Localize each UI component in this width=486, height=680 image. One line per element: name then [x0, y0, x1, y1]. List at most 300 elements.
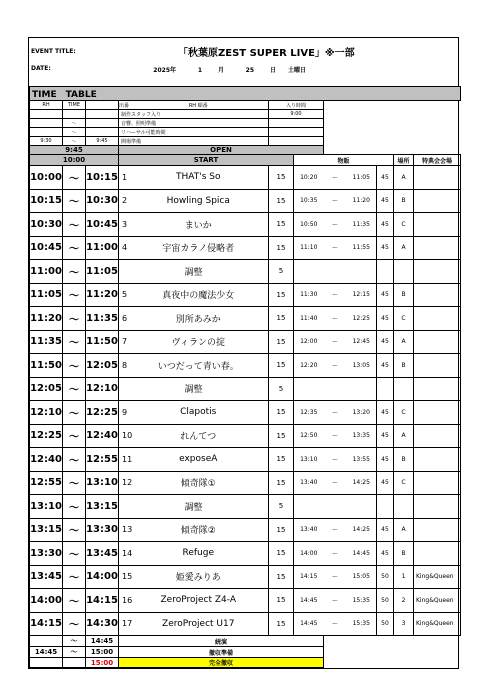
prep-label: 開場準備: [119, 137, 269, 146]
special-venue: King&Queen: [414, 589, 461, 613]
timetable-label: TIME TABLE: [30, 87, 461, 101]
merch-end-time: 12:25: [347, 307, 377, 331]
row-end-time: 13:45: [86, 542, 119, 566]
table-row: [30, 612, 461, 636]
merch-start-time: 10:35: [294, 189, 324, 213]
row-duration: 15: [269, 589, 294, 613]
table-row: [30, 377, 461, 401]
merch-duration: 45: [377, 307, 394, 331]
merch-tilde: ～: [324, 189, 347, 213]
merch-start-time: 12:20: [294, 354, 324, 378]
row-end-time: 11:35: [86, 307, 119, 331]
row-tilde: ～: [63, 189, 86, 213]
row-duration: 15: [269, 189, 294, 213]
prep-tilde: ～: [63, 128, 86, 137]
prep-entry-time: 9:00: [269, 110, 324, 119]
special-venue: King&Queen: [414, 612, 461, 636]
prep-row: [30, 110, 461, 119]
row-number: 1: [119, 166, 129, 190]
date-label: DATE:: [31, 65, 51, 72]
merch-place: A: [394, 518, 414, 542]
prep-entry-time: [269, 119, 324, 128]
merch-duration: 45: [377, 518, 394, 542]
footer-label: 撤収準備: [119, 647, 324, 658]
row-duration: 15: [269, 518, 294, 542]
row-number: 6: [119, 307, 129, 331]
merch-duration: 50: [377, 589, 394, 613]
merch-start-time: 10:50: [294, 213, 324, 237]
row-performer: 調整: [119, 495, 269, 519]
row-tilde: ～: [63, 283, 86, 307]
merch-duration: 45: [377, 213, 394, 237]
row-end-time: 10:45: [86, 213, 119, 237]
row-performer: Refuge: [129, 542, 269, 566]
row-duration: 15: [269, 471, 294, 495]
merch-start-time: 14:00: [294, 542, 324, 566]
merch-place: B: [394, 283, 414, 307]
footer-spacer: [324, 658, 461, 668]
prep-spacer: [324, 137, 461, 146]
merch-start-time: 14:45: [294, 589, 324, 613]
row-performer: 別所あみか: [129, 307, 269, 331]
merch-place: [394, 260, 414, 284]
col-merch: 物販: [294, 155, 394, 166]
merch-place: B: [394, 542, 414, 566]
table-row: [30, 542, 461, 566]
prep-spacer: [324, 119, 461, 128]
merch-end-time: 11:55: [347, 236, 377, 260]
row-performer: Howling Spica: [129, 189, 269, 213]
row-number: 11: [119, 448, 129, 472]
event-title: 「秋葉原ZEST SUPER LIVE」※一部: [178, 48, 355, 59]
row-duration: 5: [269, 377, 294, 401]
footer-rows: [30, 636, 461, 668]
row-duration: 15: [269, 612, 294, 636]
table-row: [30, 189, 461, 213]
footer-tilde: [63, 658, 86, 668]
prep-rows: [30, 110, 461, 146]
row-number: 15: [119, 565, 129, 589]
col-time: TIME: [63, 101, 86, 110]
merch-start-time: 13:40: [294, 518, 324, 542]
footer-spacer: [324, 647, 461, 658]
row-tilde: ～: [63, 448, 86, 472]
schedule-table: [29, 86, 461, 668]
merch-tilde: ～: [324, 448, 347, 472]
row-end-time: 10:30: [86, 189, 119, 213]
row-tilde: ～: [63, 565, 86, 589]
special-venue: [414, 307, 461, 331]
special-venue: [414, 283, 461, 307]
row-number: 2: [119, 189, 129, 213]
merch-duration: 45: [377, 354, 394, 378]
merch-end-time: 14:25: [347, 518, 377, 542]
merch-end-time: 13:20: [347, 401, 377, 425]
merch-tilde: ～: [324, 612, 347, 636]
row-start-time: 13:10: [30, 495, 63, 519]
merch-tilde: ～: [324, 471, 347, 495]
row-end-time: 11:05: [86, 260, 119, 284]
row-end-time: 11:50: [86, 330, 119, 354]
merch-tilde: ～: [324, 213, 347, 237]
merch-duration: 45: [377, 471, 394, 495]
merch-tilde: ～: [324, 354, 347, 378]
start-label: START: [119, 155, 294, 166]
merch-end-time: 15:35: [347, 589, 377, 613]
footer-row: [30, 647, 461, 658]
row-number: 10: [119, 424, 129, 448]
footer-row: [30, 636, 461, 647]
special-venue: [414, 448, 461, 472]
row-duration: 15: [269, 283, 294, 307]
prep-spacer: [324, 128, 461, 137]
row-tilde: ～: [63, 495, 86, 519]
row-duration: 15: [269, 236, 294, 260]
row-duration: 15: [269, 565, 294, 589]
row-performer: 調整: [119, 260, 269, 284]
row-end-time: 12:10: [86, 377, 119, 401]
merch-end-time: [347, 495, 377, 519]
special-venue: [414, 495, 461, 519]
merch-duration: 45: [377, 283, 394, 307]
row-tilde: ～: [63, 260, 86, 284]
merch-end-time: 13:35: [347, 424, 377, 448]
merch-end-time: 13:55: [347, 448, 377, 472]
row-start-time: 11:35: [30, 330, 63, 354]
special-venue: King&Queen: [414, 565, 461, 589]
table-row: [30, 424, 461, 448]
row-performer: まいか: [129, 213, 269, 237]
row-performer: ZeroProject Z4-A: [129, 589, 269, 613]
row-tilde: ～: [63, 401, 86, 425]
merch-start-time: 14:45: [294, 612, 324, 636]
merch-duration: 45: [377, 542, 394, 566]
table-row: [30, 213, 461, 237]
col-rh: RH: [30, 101, 63, 110]
merch-start-time: 14:15: [294, 565, 324, 589]
merch-duration: 50: [377, 565, 394, 589]
prep-time-end: [86, 119, 119, 128]
row-performer: いつだって青い春。: [129, 354, 269, 378]
merch-tilde: ～: [324, 236, 347, 260]
row-tilde: ～: [63, 307, 86, 331]
row-number: 3: [119, 213, 129, 237]
merch-place: 1: [394, 565, 414, 589]
table-row: [30, 518, 461, 542]
merch-start-time: 13:40: [294, 471, 324, 495]
table-row: [30, 448, 461, 472]
table-row: [30, 330, 461, 354]
row-start-time: 11:05: [30, 283, 63, 307]
row-duration: 15: [269, 330, 294, 354]
merch-end-time: [347, 260, 377, 284]
row-performer: ZeroProject U17: [129, 612, 269, 636]
open-time: 9:45: [30, 146, 119, 155]
merch-duration: 50: [377, 612, 394, 636]
merch-end-time: 15:35: [347, 612, 377, 636]
col-special: 特典会会場: [414, 155, 461, 166]
prep-label: 音響、照明準備: [119, 119, 269, 128]
merch-duration: 45: [377, 166, 394, 190]
row-number: 9: [119, 401, 129, 425]
merch-start-time: 12:35: [294, 401, 324, 425]
special-venue: [414, 377, 461, 401]
merch-place: A: [394, 236, 414, 260]
row-number: 14: [119, 542, 129, 566]
row-tilde: ～: [63, 589, 86, 613]
row-tilde: ～: [63, 330, 86, 354]
row-number: 5: [119, 283, 129, 307]
footer-tilde: ～: [63, 647, 86, 658]
table-row: [30, 307, 461, 331]
row-start-time: 14:15: [30, 612, 63, 636]
table-row: [30, 401, 461, 425]
row-performer: Clapotis: [129, 401, 269, 425]
table-row: [30, 236, 461, 260]
merch-end-time: 14:25: [347, 471, 377, 495]
row-duration: 15: [269, 166, 294, 190]
special-venue: [414, 189, 461, 213]
row-tilde: ～: [63, 612, 86, 636]
merch-tilde: ～: [324, 589, 347, 613]
special-venue: [414, 260, 461, 284]
merch-place: C: [394, 307, 414, 331]
row-duration: 15: [269, 448, 294, 472]
row-end-time: 11:00: [86, 236, 119, 260]
event-title-label: EVENT TITLE:: [31, 48, 76, 55]
special-venue: [414, 471, 461, 495]
row-start-time: 10:45: [30, 236, 63, 260]
row-duration: 15: [269, 307, 294, 331]
row-start-time: 11:50: [30, 354, 63, 378]
merch-tilde: [324, 377, 347, 401]
prep-time-start: [30, 110, 63, 119]
prep-time-start: [30, 128, 63, 137]
prep-entry-time: [269, 128, 324, 137]
merch-tilde: ～: [324, 565, 347, 589]
merch-duration: 45: [377, 448, 394, 472]
merch-end-time: 11:20: [347, 189, 377, 213]
table-row: [30, 260, 461, 284]
row-end-time: 12:25: [86, 401, 119, 425]
prep-label: 制作スタッフ入り: [119, 110, 269, 119]
merch-end-time: 12:45: [347, 330, 377, 354]
date-month: 1: [197, 67, 202, 74]
footer-label: 完全撤収: [119, 658, 324, 668]
table-row: [30, 471, 461, 495]
merch-end-time: 11:05: [347, 166, 377, 190]
row-start-time: 13:15: [30, 518, 63, 542]
row-start-time: 13:30: [30, 542, 63, 566]
prep-entry-time: [269, 137, 324, 146]
merch-duration: 45: [377, 330, 394, 354]
row-end-time: 14:00: [86, 565, 119, 589]
prep-time-start: [30, 119, 63, 128]
row-performer: 傾奇隊②: [129, 518, 269, 542]
row-performer: 宇宙カラノ侵略者: [129, 236, 269, 260]
prep-label: リハーサル可能時間: [119, 128, 269, 137]
table-row: [30, 166, 461, 190]
date-month-unit: 月: [217, 67, 224, 74]
special-venue: [414, 518, 461, 542]
footer-start-time: [30, 636, 63, 647]
col-entry: 入り時間: [269, 101, 324, 110]
table-row: [30, 589, 461, 613]
merch-place: A: [394, 166, 414, 190]
date-year: 2025年: [153, 67, 176, 74]
merch-place: B: [394, 354, 414, 378]
col-rh-order: RH 順番: [129, 101, 269, 110]
footer-start-time: 14:45: [30, 647, 63, 658]
footer-spacer: [324, 636, 461, 647]
merch-place: 3: [394, 612, 414, 636]
footer-row: [30, 658, 461, 668]
footer-end-time: 14:45: [86, 636, 119, 647]
row-tilde: ～: [63, 518, 86, 542]
merch-place: B: [394, 189, 414, 213]
merch-tilde: ～: [324, 283, 347, 307]
special-venue: [414, 542, 461, 566]
row-duration: 15: [269, 424, 294, 448]
merch-place: B: [394, 448, 414, 472]
prep-row: [30, 128, 461, 137]
merch-duration: 45: [377, 236, 394, 260]
row-start-time: 10:30: [30, 213, 63, 237]
row-tilde: ～: [63, 424, 86, 448]
table-row: [30, 495, 461, 519]
merch-place: C: [394, 401, 414, 425]
prep-time-end: [86, 128, 119, 137]
prep-tilde: ～: [63, 119, 86, 128]
merch-end-time: 15:05: [347, 565, 377, 589]
special-venue: [414, 236, 461, 260]
merch-place: [394, 495, 414, 519]
row-end-time: 14:30: [86, 612, 119, 636]
merch-end-time: 14:45: [347, 542, 377, 566]
row-performer: 姫愛みりあ: [129, 565, 269, 589]
prep-time-end: [86, 110, 119, 119]
row-performer: れんてつ: [129, 424, 269, 448]
merch-duration: 45: [377, 401, 394, 425]
merch-tilde: ～: [324, 330, 347, 354]
prep-tilde: ～: [63, 137, 86, 146]
row-start-time: 13:45: [30, 565, 63, 589]
table-row: [30, 283, 461, 307]
row-number: 7: [119, 330, 129, 354]
footer-label: 続演: [119, 636, 324, 647]
row-performer: ヴィランの掟: [129, 330, 269, 354]
merch-duration: [377, 495, 394, 519]
row-start-time: 12:55: [30, 471, 63, 495]
merch-end-time: [347, 377, 377, 401]
row-number: 13: [119, 518, 129, 542]
row-performer: 調整: [119, 377, 269, 401]
merch-start-time: [294, 260, 324, 284]
row-performer: 傾奇隊①: [129, 471, 269, 495]
col-performer: 出番: [119, 102, 130, 109]
merch-tilde: ～: [324, 166, 347, 190]
merch-tilde: ～: [324, 424, 347, 448]
row-end-time: 12:05: [86, 354, 119, 378]
date-weekday: 土曜日: [287, 67, 306, 74]
special-venue: [414, 354, 461, 378]
col-place: 場所: [394, 155, 414, 166]
row-start-time: 12:10: [30, 401, 63, 425]
row-start-time: 12:25: [30, 424, 63, 448]
open-label: OPEN: [119, 146, 324, 155]
merch-start-time: 12:00: [294, 330, 324, 354]
merch-tilde: ～: [324, 542, 347, 566]
merch-start-time: 12:50: [294, 424, 324, 448]
row-tilde: ～: [63, 354, 86, 378]
special-venue: [414, 424, 461, 448]
prep-row: [30, 119, 461, 128]
merch-duration: 45: [377, 189, 394, 213]
prep-tilde: [63, 110, 86, 119]
special-venue: [414, 401, 461, 425]
merch-start-time: 11:30: [294, 283, 324, 307]
date-day-unit: 日: [269, 67, 276, 74]
merch-place: A: [394, 424, 414, 448]
merch-tilde: ～: [324, 401, 347, 425]
merch-end-time: 12:15: [347, 283, 377, 307]
prep-row: [30, 137, 461, 146]
header-table: [29, 38, 460, 86]
row-duration: 15: [269, 213, 294, 237]
row-end-time: 12:55: [86, 448, 119, 472]
row-tilde: ～: [63, 377, 86, 401]
row-performer: exposeA: [129, 448, 269, 472]
row-end-time: 10:15: [86, 166, 119, 190]
footer-tilde: ～: [63, 636, 86, 647]
row-performer: 真夜中の魔法少女: [129, 283, 269, 307]
row-duration: 15: [269, 401, 294, 425]
row-start-time: 12:40: [30, 448, 63, 472]
start-time: 10:00: [30, 155, 119, 166]
merch-duration: 45: [377, 424, 394, 448]
prep-time-start: 9:30: [30, 137, 63, 146]
row-duration: 5: [269, 495, 294, 519]
merch-tilde: [324, 495, 347, 519]
row-duration: 15: [269, 354, 294, 378]
timetable-sheet: [28, 37, 459, 669]
merch-place: C: [394, 213, 414, 237]
merch-duration: [377, 377, 394, 401]
row-end-time: 13:30: [86, 518, 119, 542]
row-start-time: 14:00: [30, 589, 63, 613]
merch-end-time: 11:35: [347, 213, 377, 237]
row-start-time: 12:05: [30, 377, 63, 401]
special-venue: [414, 166, 461, 190]
merch-tilde: ～: [324, 518, 347, 542]
row-end-time: 12:40: [86, 424, 119, 448]
row-tilde: ～: [63, 471, 86, 495]
row-end-time: 14:15: [86, 589, 119, 613]
merch-start-time: 11:40: [294, 307, 324, 331]
merch-duration: [377, 260, 394, 284]
row-start-time: 10:00: [30, 166, 63, 190]
merch-start-time: 11:10: [294, 236, 324, 260]
merch-start-time: 13:10: [294, 448, 324, 472]
row-start-time: 11:00: [30, 260, 63, 284]
row-tilde: ～: [63, 213, 86, 237]
row-number: 16: [119, 589, 129, 613]
row-end-time: 13:15: [86, 495, 119, 519]
prep-spacer: [324, 110, 461, 119]
row-duration: 15: [269, 542, 294, 566]
prep-time-end: 9:45: [86, 137, 119, 146]
merch-start-time: [294, 495, 324, 519]
